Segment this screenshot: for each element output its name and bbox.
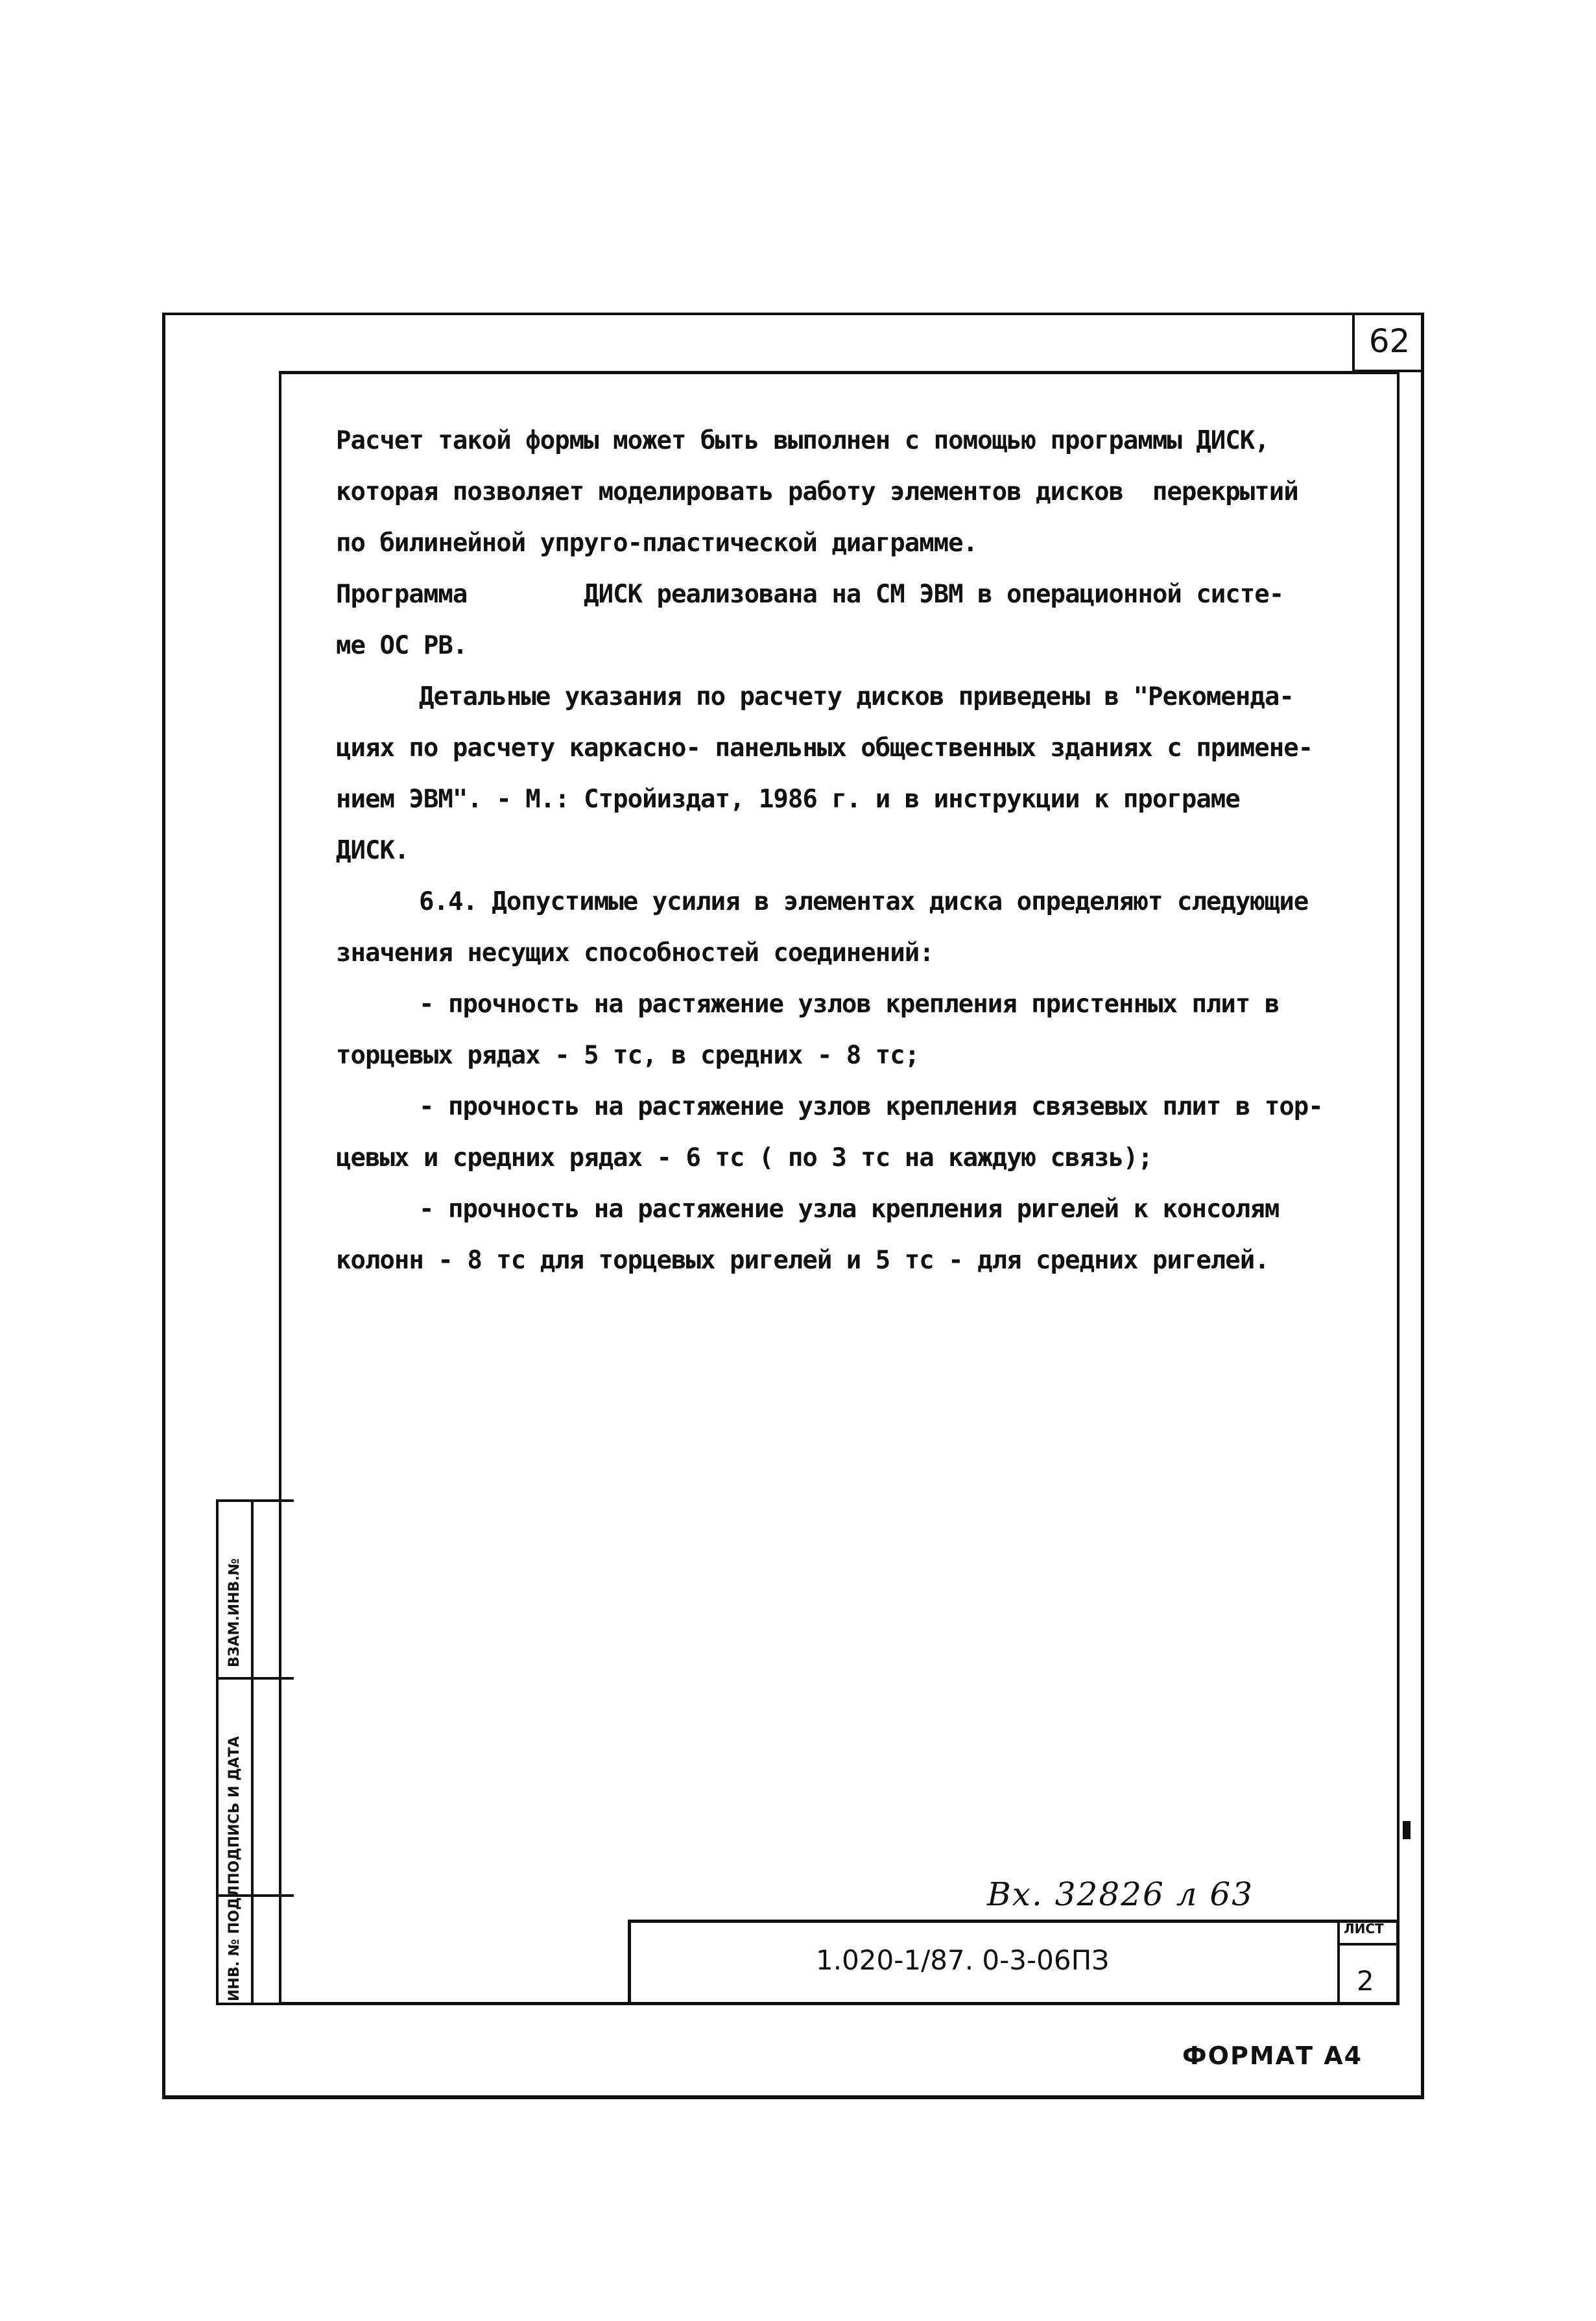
- sheet-divider: [1337, 1943, 1399, 1946]
- list-item-line: - прочность на растяжение узлов крепления пристенных плит в: [419, 990, 1280, 1019]
- text-line: значения несущих способностей соединений:: [336, 938, 934, 968]
- text-line: ме ОС РВ.: [336, 631, 468, 660]
- list-item-line: - прочность на растяжение узла крепления ригелей к консолям: [419, 1195, 1280, 1224]
- text-line: нием ЭВМ". - М.: Стройиздат, 1986 г. и в инструкции к програме: [336, 785, 1240, 814]
- text-line: которая позволяет моделировать работу элементов дисков перекрытий: [336, 477, 1298, 506]
- text-line: торцевых рядах - 5 тс, в средних - 8 тс;: [336, 1041, 920, 1070]
- sidebar-label-signature: ПОДПИСЬ И ДАТА: [226, 1736, 243, 1885]
- text-line: циях по расчету каркасно- панельных общественных зданиях с примене-: [336, 733, 1313, 763]
- text-line: цевых и средних рядах - 6 тс ( по 3 тс на каждую связь);: [336, 1143, 1152, 1172]
- text-line: по билинейной упруго-пластической диаграмме.: [336, 529, 978, 558]
- text-line: ДИСК.: [336, 836, 409, 865]
- document-code: 1.020-1/87. 0-3-06ПЗ: [816, 1944, 1110, 1976]
- sheet-number: 2: [1357, 1965, 1374, 1997]
- list-item-line: - прочность на растяжение узлов крепления связевых плит в тор-: [419, 1092, 1323, 1121]
- sidebar-label-replace: ВЗАМ.ИНВ.№: [226, 1558, 243, 1667]
- side-stamp-table: [216, 1499, 294, 2005]
- text-line: Программа ДИСК реализована на СМ ЭВМ в операционной систе-: [336, 580, 1284, 609]
- document-body: [336, 415, 1387, 1286]
- sheet-label: ЛИСТ: [1344, 1921, 1384, 1936]
- text-line: Детальные указания по расчету дисков приведены в "Рекоменда-: [419, 682, 1294, 711]
- text-line: Расчет такой формы может быть выполнен с помощью программы ДИСК,: [336, 426, 1269, 455]
- sidebar-label-inv: ИНВ. № ПОДЛ: [226, 1885, 243, 2001]
- format-label: ФОРМАТ А4: [1182, 2041, 1363, 2070]
- side-stamp-divider: [219, 1677, 294, 1680]
- handwritten-note: Вх. 32826 л 63: [987, 1875, 1254, 1913]
- page-number: 62: [1352, 313, 1424, 372]
- margin-mark: [1403, 1821, 1411, 1839]
- text-line: колонн - 8 тс для торцевых ригелей и 5 тс - для средних ригелей.: [336, 1246, 1269, 1275]
- section-heading-line: 6.4. Допустимые усилия в элементах диска определяют следующие: [419, 887, 1309, 916]
